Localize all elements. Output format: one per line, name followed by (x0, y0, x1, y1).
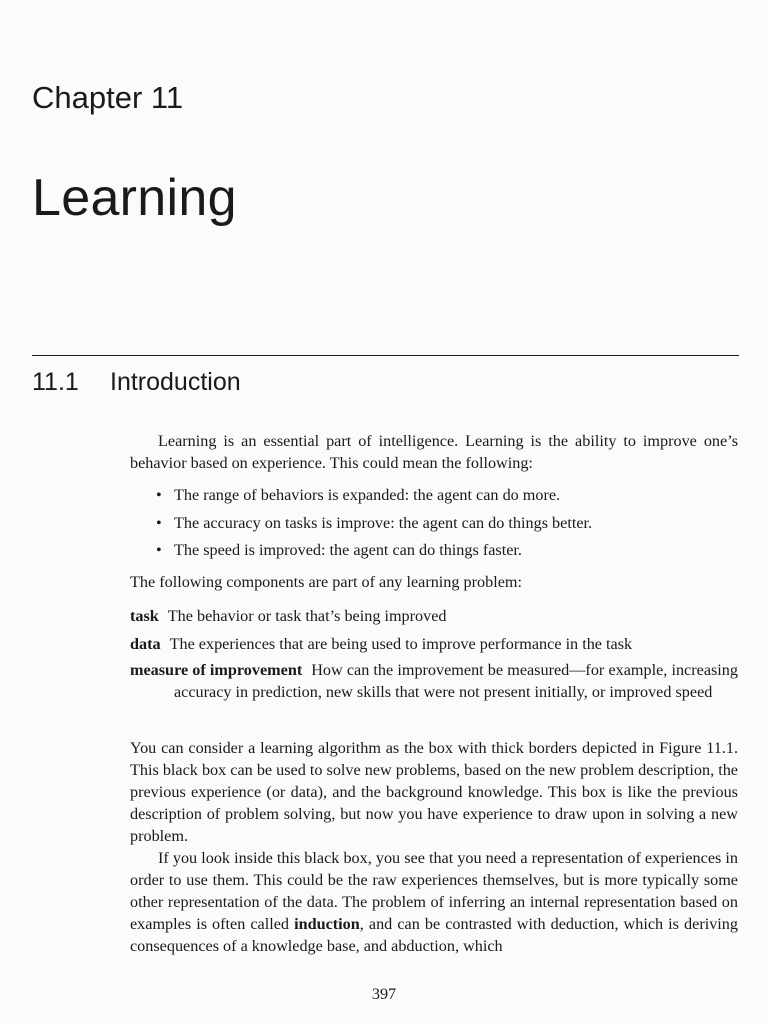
definition-term: data (130, 635, 161, 653)
list-item-text: The range of behaviors is expanded: the agent can do more. (174, 486, 561, 504)
chapter-label: Chapter 11 (32, 80, 184, 115)
list-item-text: The accuracy on tasks is improve: the agent can do things better. (174, 513, 593, 532)
bullet-symbol: • (156, 541, 162, 559)
section-title: Introduction (110, 368, 241, 396)
intro-paragraph: Learning is an essential part of intelligence. Learning is the ability to improve one’s behavior based on experience. This could mean the following: (130, 432, 738, 472)
inside-paragraph-text-continued: , and can be contrasted with deduction, which is deriving consequences of a knowledge base, and abduction, which (130, 915, 738, 955)
inside-paragraph-text: If you look inside this black box, you see that you need a representation of experiences in order to use them. This could be the raw experiences themselves, but is more typically some other representation of the data. The problem of inferring an internal representation based on examples is often called (130, 849, 738, 933)
definition-term: task (130, 607, 159, 625)
section-number: 11.1 (32, 368, 79, 396)
section-heading (32, 368, 241, 397)
blackbox-paragraph: You can consider a learning algorithm as the box with thick borders depicted in Figure 11.1. This black box can be used to solve new problems, based on the new problem description, the previous experience (or data), and the background knowledge. This box is like the previous description of problem solving, but now you have experience to draw upon in solving a new problem. (130, 739, 738, 845)
list-item-text: The speed is improved: the agent can do things faster. (174, 541, 522, 559)
definition-text: The behavior or task that’s being improved (167, 607, 447, 625)
page-number: 397 (371, 985, 397, 1003)
inside-paragraph (130, 847, 738, 957)
definition-text: How can the improvement be measured—for example, increasing accuracy in prediction, new skills that were not present initially, or improved speed (174, 661, 738, 701)
bullet-list (156, 484, 736, 567)
list-item (156, 484, 736, 512)
chapter-title: Learning (32, 169, 237, 227)
list-item (156, 512, 736, 540)
definition-measure-of-improvement (130, 659, 738, 703)
induction-term: induction (294, 915, 360, 933)
definition-task (130, 605, 738, 627)
definition-text: The experiences that are being used to improve performance in the task (169, 635, 633, 653)
list-item (156, 539, 736, 567)
section-divider (32, 355, 739, 356)
definition-data (130, 633, 738, 655)
bullet-symbol: • (156, 513, 162, 532)
components-intro: The following components are part of any learning problem: (130, 573, 522, 591)
definition-term: measure of improvement (130, 661, 303, 679)
bullet-symbol: • (156, 486, 162, 504)
